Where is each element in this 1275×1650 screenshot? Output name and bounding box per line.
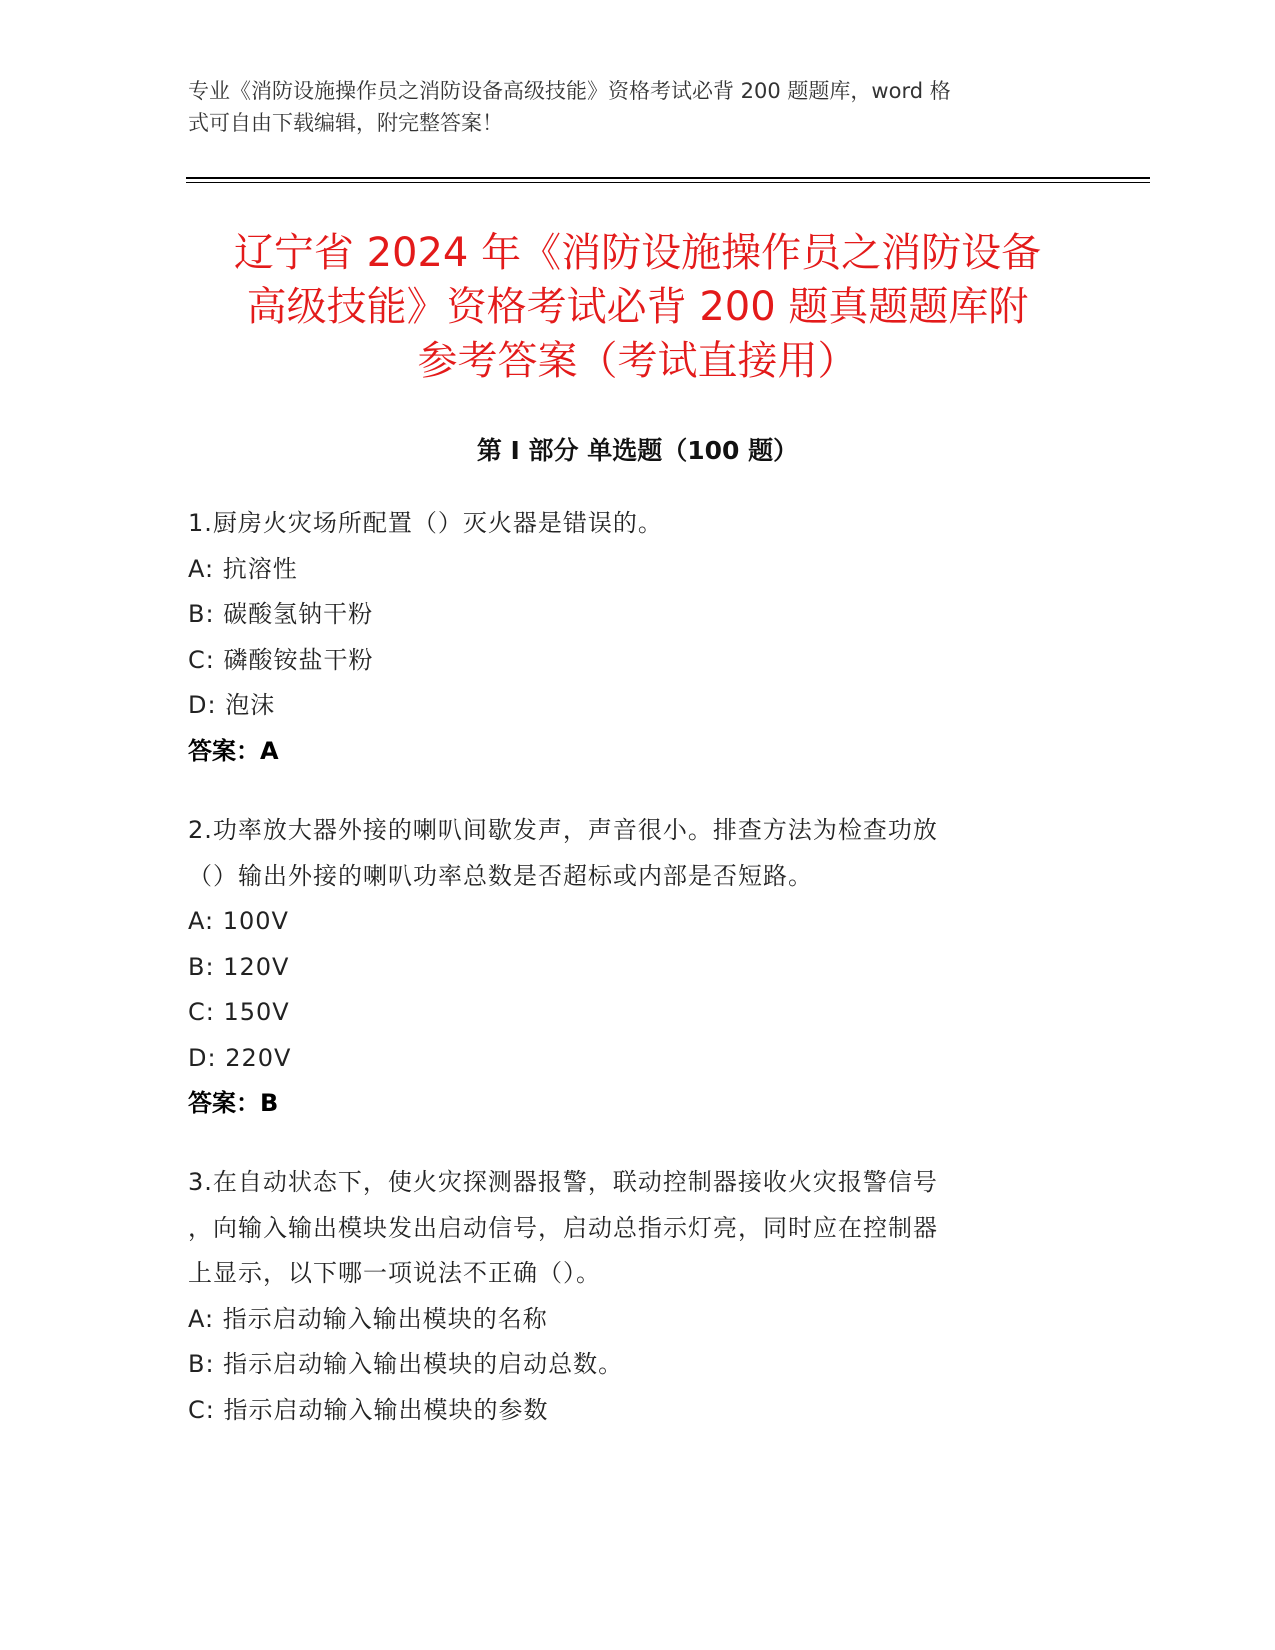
question-1	[188, 501, 1088, 774]
question-stem: 上显示，以下哪一项说法不正确（）。	[188, 1259, 601, 1287]
option-c: C: 150V	[188, 998, 290, 1026]
section-heading: 第 I 部分 单选题（100 题）	[476, 436, 799, 465]
option-a: A: 指示启动输入输出模块的名称	[188, 1304, 548, 1333]
question-stem: ，向输入输出模块发出启动信号，启动总指示灯亮，同时应在控制器	[188, 1213, 938, 1242]
option-d: D: 泡沫	[188, 691, 276, 719]
header-divider-thin	[186, 182, 1150, 183]
option-c: C: 指示启动输入输出模块的参数	[188, 1395, 549, 1424]
option-b: B: 碳酸氢钠干粉	[188, 600, 374, 628]
option-a: A: 100V	[188, 907, 289, 935]
answer: 答案：B	[188, 1089, 279, 1117]
title-line: 参考答案（考试直接用）	[417, 338, 858, 384]
option-b: B: 120V	[188, 952, 290, 981]
question-2	[188, 808, 1088, 1127]
option-c: C: 磷酸铵盐干粉	[188, 645, 374, 674]
option-b: B: 指示启动输入输出模块的启动总数。	[188, 1350, 624, 1378]
question-3	[188, 1160, 1088, 1433]
header-divider-thick	[186, 177, 1150, 179]
question-stem: 3.在自动状态下，使火灾探测器报警，联动控制器接收火灾报警信号	[188, 1168, 938, 1196]
question-stem: 2.功率放大器外接的喇叭间歇发声，声音很小。排查方法为检查功放	[188, 816, 938, 844]
header-note-line: 专业《消防设施操作员之消防设备高级技能》资格考试必背 200 题题库，word 格	[188, 79, 951, 103]
answer: 答案：A	[188, 736, 279, 765]
question-stem: （）输出外接的喇叭功率总数是否超标或内部是否短路。	[188, 861, 813, 890]
title-line: 辽宁省 2024 年《消防设施操作员之消防设备	[233, 230, 1042, 276]
option-a: A: 抗溶性	[188, 554, 298, 583]
header-note-line: 式可自由下载编辑，附完整答案！	[188, 111, 503, 135]
option-d: D: 220V	[188, 1043, 292, 1072]
document-title	[100, 226, 1175, 388]
title-line: 高级技能》资格考试必背 200 题真题题库附	[246, 284, 1029, 330]
question-stem: 1.厨房火灾场所配置（）灭火器是错误的。	[188, 509, 663, 537]
header-note	[188, 75, 1088, 139]
